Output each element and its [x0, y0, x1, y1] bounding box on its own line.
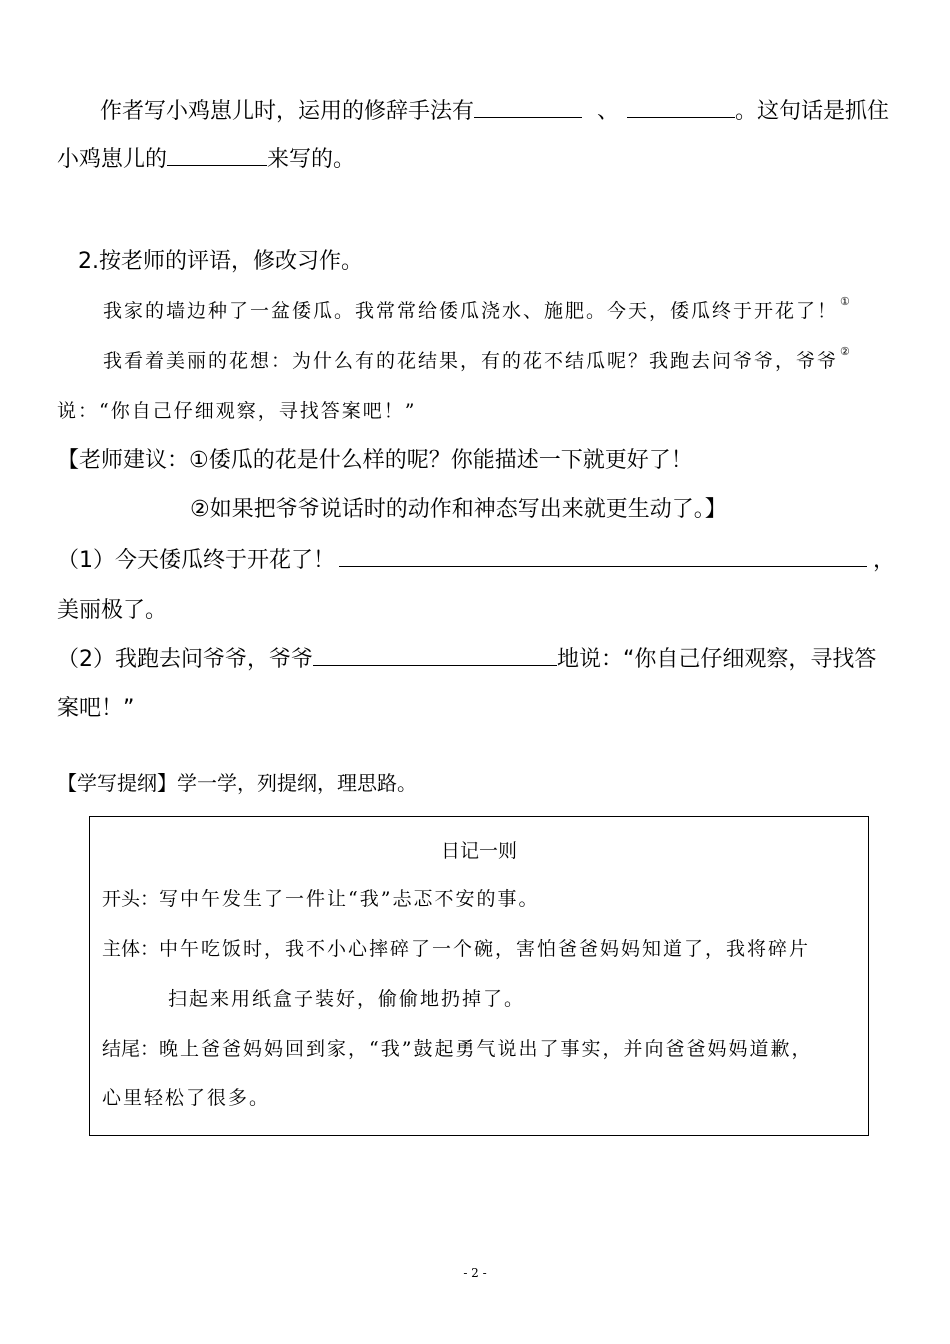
answer-1-end: 美丽极了。 — [57, 598, 168, 623]
outline-heading: 【学写提纲】学一学，列提纲，理思路。 — [57, 771, 417, 795]
blank-rhetoric-2[interactable] — [627, 97, 735, 118]
outline-end-cont: 心里轻松了很多。 — [102, 1087, 271, 1109]
answer-2-line: （2）我跑去问爷爷，爷爷 地说：“你自己仔细观察，寻找答 — [57, 647, 877, 672]
mark-1: ① — [840, 295, 852, 308]
q1-line2: 小鸡崽儿的 来写的。 — [57, 147, 356, 172]
passage-line-3: 说：“你自己仔细观察，寻找答案吧！” — [57, 400, 417, 422]
passage-line-2: 我看着美丽的花想：为什么有的花结果，有的花不结瓜呢？我跑去问爷爷，爷爷 ② — [103, 345, 852, 372]
diary-outline-box — [89, 816, 869, 1136]
blank-rhetoric-1[interactable] — [474, 97, 582, 118]
outline-end: 结尾：晚上爸爸妈妈回到家，“我”鼓起勇气说出了事实，并向爸爸妈妈道歉， — [102, 1038, 813, 1060]
blank-flower-description[interactable] — [339, 546, 867, 567]
page-number: - 2 - — [463, 1266, 487, 1280]
teacher-suggestion-2: ②如果把爷爷说话时的动作和神态写出来就更生动了。】 — [190, 497, 727, 522]
mark-2: ② — [840, 345, 852, 358]
answer-2-end: 案吧！” — [57, 696, 135, 721]
q1-line1: 作者写小鸡崽儿时，运用的修辞手法有 、 。这句话是抓住 — [100, 99, 890, 124]
outline-body-cont: 扫起来用纸盒子装好，偷偷地扔掉了。 — [168, 988, 526, 1010]
answer-1-line: （1）今天倭瓜终于开花了！ ， — [57, 548, 896, 573]
outline-body: 主体：中午吃饭时，我不小心摔碎了一个碗，害怕爸爸妈妈知道了，我将碎片 — [102, 938, 811, 960]
box-title: 日记一则 — [440, 840, 517, 862]
blank-grandpa-manner[interactable] — [313, 645, 557, 666]
outline-start: 开头：写中午发生了一件让“我”忐忑不安的事。 — [102, 888, 540, 910]
passage-line-1: 我家的墙边种了一盆倭瓜。我常常给倭瓜浇水、施肥。今天，倭瓜终于开花了！ ① — [103, 295, 852, 322]
q2-title: 2.按老师的评语，修改习作。 — [78, 249, 363, 274]
blank-feature[interactable] — [167, 145, 267, 166]
teacher-suggestion-1: 【老师建议：①倭瓜的花是什么样的呢？你能描述一下就更好了！ — [57, 448, 693, 473]
